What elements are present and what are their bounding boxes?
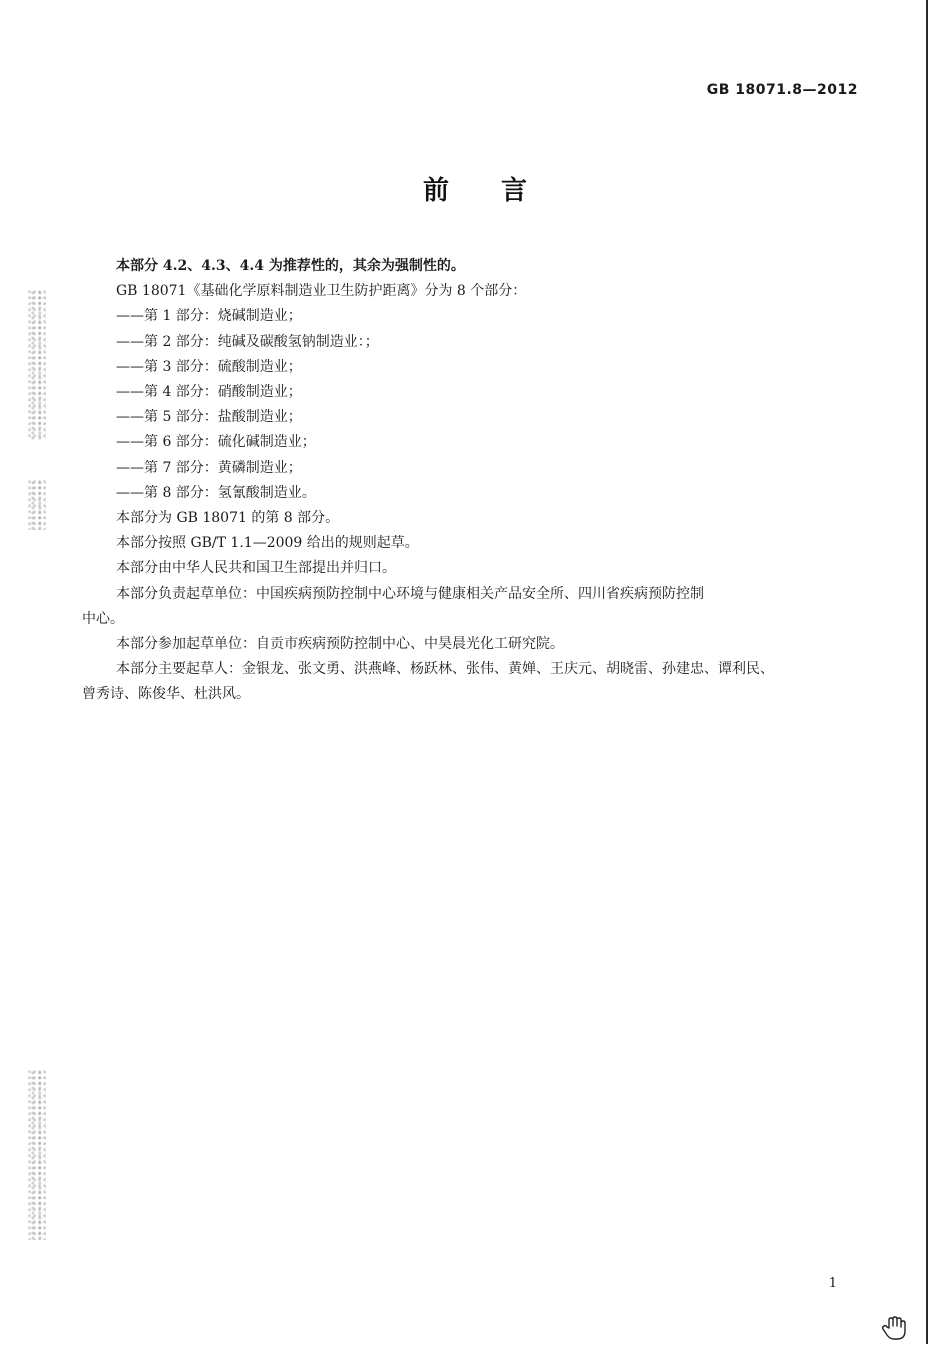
paragraph: 本部分按照 GB/T 1.1—2009 给出的规则起草。 (116, 535, 419, 552)
hand-pointer-icon (880, 1314, 908, 1342)
list-item: ——第 5 部分：盐酸制造业； (116, 409, 302, 426)
paragraph: 本部分由中华人民共和国卫生部提出并归口。 (116, 560, 396, 577)
list-item: ——第 1 部分：烧碱制造业； (116, 308, 302, 325)
page-title: 前言 (422, 176, 579, 206)
paragraph: 本部分负责起草单位：中国疾病预防控制中心环境与健康相关产品安全所、四川省疾病预防控制 (116, 585, 704, 602)
paragraph: GB 18071《基础化学原料制造业卫生防护距离》分为 8 个部分： (116, 283, 527, 300)
list-item: ——第 7 部分：黄磷制造业； (116, 459, 302, 476)
scan-noise (28, 480, 46, 530)
paragraph: 本部分为 GB 18071 的第 8 部分。 (116, 510, 340, 527)
paragraph: 本部分 4.2、4.3、4.4 为推荐性的，其余为强制性的。 (116, 258, 465, 274)
paragraph-continuation: 中心。 (82, 610, 124, 627)
list-item: ——第 8 部分：氢氰酸制造业。 (116, 484, 316, 501)
paragraph-continuation: 曾秀诗、陈俊华、杜洪风。 (82, 686, 250, 703)
list-item: ——第 2 部分：纯碱及碳酸氢钠制造业：； (116, 333, 379, 350)
page-number: 1 (828, 1276, 837, 1291)
paragraph: 本部分参加起草单位：自贡市疾病预防控制中心、中昊晨光化工研究院。 (116, 636, 564, 653)
list-item: ——第 6 部分：硫化碱制造业； (116, 434, 316, 451)
paragraph: 本部分主要起草人：金银龙、张文勇、洪燕峰、杨跃林、张伟、黄婵、王庆元、胡晓雷、孙建忠、谭利民、 (116, 661, 774, 678)
scan-noise (28, 290, 46, 440)
list-item: ——第 4 部分：硝酸制造业； (116, 384, 302, 401)
list-item: ——第 3 部分：硫酸制造业； (116, 358, 302, 375)
foreword-body (82, 254, 858, 708)
scan-noise (28, 1070, 46, 1240)
document-code: GB 18071.8—2012 (706, 82, 858, 98)
